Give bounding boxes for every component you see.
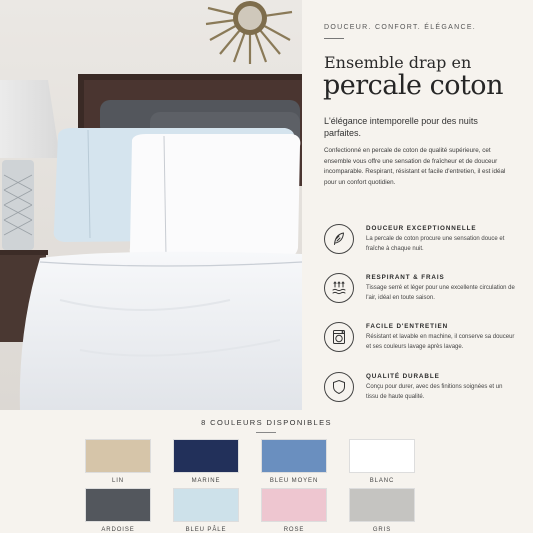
color-chip[interactable]	[85, 488, 151, 522]
color-swatch[interactable]	[172, 488, 240, 533]
colors-divider	[256, 432, 276, 433]
color-label: ARDOISE	[101, 527, 135, 533]
product-photo	[0, 0, 302, 410]
color-label: MARINE	[191, 478, 221, 484]
product-title-line2: percale coton	[323, 70, 503, 101]
color-label: BLANC	[369, 478, 395, 484]
feature-easy-care	[324, 322, 519, 368]
color-swatch[interactable]	[172, 439, 240, 484]
feature-title: QUALITÉ DURABLE	[366, 373, 440, 380]
feature-title: FACILE D'ENTRETIEN	[366, 323, 449, 330]
feature-breathable	[324, 273, 519, 319]
color-chip[interactable]	[261, 439, 327, 473]
color-swatch[interactable]	[260, 439, 328, 484]
airflow-icon	[324, 273, 354, 303]
color-swatch[interactable]	[348, 488, 416, 533]
feature-durable	[324, 372, 519, 418]
product-info-panel	[302, 0, 533, 410]
color-swatch[interactable]	[348, 439, 416, 484]
washing-machine-icon	[324, 322, 354, 352]
feature-text: Résistant et lavable en machine, il conserve sa douceur et ses couleurs lavage après lavage.	[366, 334, 515, 350]
color-swatch[interactable]	[84, 488, 152, 533]
color-chip[interactable]	[349, 439, 415, 473]
tagline-divider	[324, 38, 344, 39]
shield-icon	[324, 372, 354, 402]
feather-icon	[324, 224, 354, 254]
color-chip[interactable]	[173, 439, 239, 473]
bed-illustration	[0, 0, 302, 410]
feature-title: DOUCEUR EXCEPTIONNELLE	[366, 225, 477, 232]
color-label: BLEU MOYEN	[269, 478, 319, 484]
color-swatch[interactable]	[260, 488, 328, 533]
color-label: GRIS	[372, 527, 392, 533]
color-label: LIN	[111, 478, 125, 484]
colors-title: 8 COULEURS DISPONIBLES	[201, 418, 332, 427]
color-label: BLEU PÂLE	[185, 527, 227, 533]
color-chip[interactable]	[173, 488, 239, 522]
feature-text: Conçu pour durer, avec des finitions soignées et un tissu de haute qualité.	[366, 384, 503, 400]
product-description: Confectionné en percale de coton de qualité supérieure, cet ensemble vous offre une sensation de fraîcheur et de douceur incomparable. Respirant, résistant et facile d'entretien, il est idéal pour un confort quotidien.	[324, 147, 506, 186]
feature-softness	[324, 224, 519, 270]
feature-text: Tissage serré et léger pour une excellente circulation de l'air, idéal en toute saison.	[366, 285, 515, 301]
feature-text: La percale de coton procure une sensation douce et fraîche à chaque nuit.	[366, 236, 505, 252]
color-label: ROSE	[283, 527, 305, 533]
color-chip[interactable]	[349, 488, 415, 522]
color-swatch[interactable]	[84, 439, 152, 484]
feature-title: RESPIRANT & FRAIS	[366, 274, 445, 281]
color-chip[interactable]	[261, 488, 327, 522]
product-title-line1: Ensemble drap en	[324, 53, 472, 72]
product-subtitle: L'élégance intemporelle pour des nuits parfaites.	[324, 116, 478, 138]
color-chip[interactable]	[85, 439, 151, 473]
tagline: DOUCEUR. CONFORT. ÉLÉGANCE.	[324, 24, 477, 31]
